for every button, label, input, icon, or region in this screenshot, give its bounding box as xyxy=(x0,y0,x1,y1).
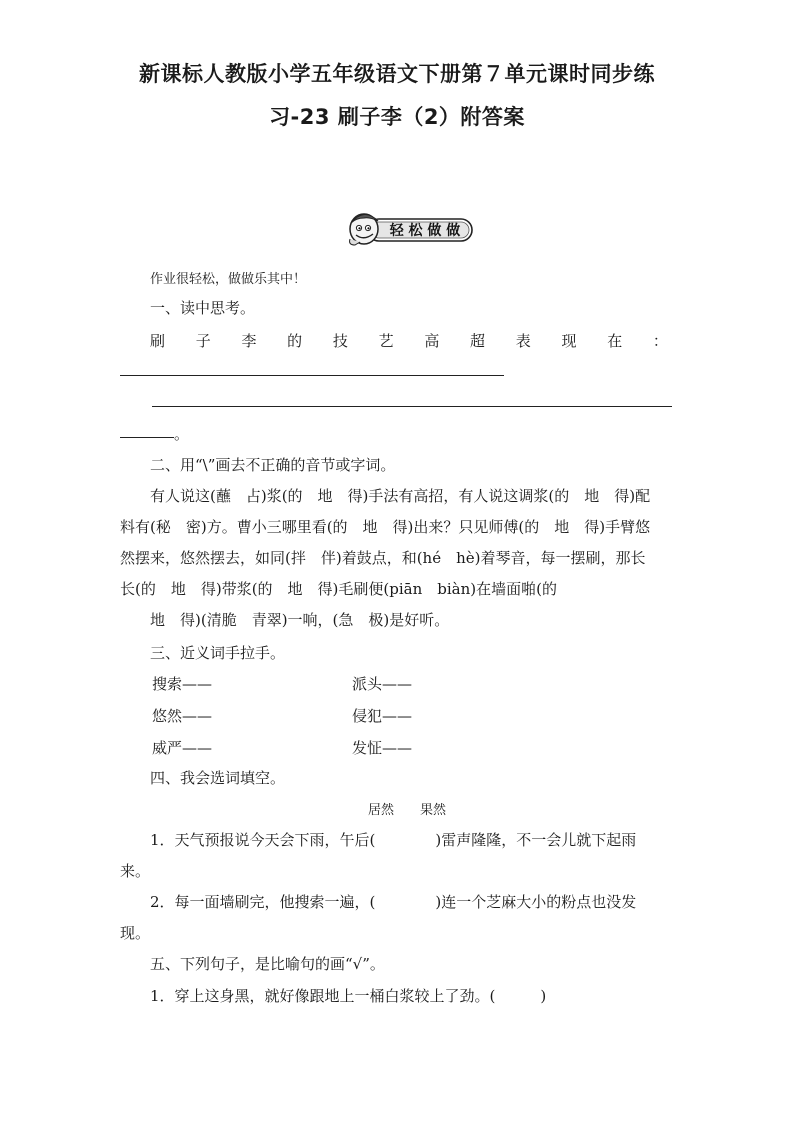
title-line-2: 习-23 刷子李（2）附答案 xyxy=(269,105,525,129)
synonym-left-3: 威严—— xyxy=(152,739,213,757)
q-char: 超 xyxy=(470,332,486,350)
section-2-line-1: 有人说这(蘸 占)浆(的 地 得)手法有高招，有人说这调浆(的 地 得)配 xyxy=(150,487,651,505)
section-1-question xyxy=(150,330,668,351)
synonym-right-1: 派头—— xyxy=(352,675,413,693)
q-char: 的 xyxy=(287,332,303,350)
q-char: 在 xyxy=(607,332,623,350)
q-char: 子 xyxy=(195,332,211,350)
section-2-line-4: 长(的 地 得)带浆(的 地 得)毛刷便(piān biàn)在墙面啪(的 xyxy=(120,580,557,598)
section-2-line-3: 然摆来，悠然摆去，如同(拌 伴)着鼓点，和(hé hè)着琴音，每一摆刷，那长 xyxy=(120,549,646,567)
q-char: 艺 xyxy=(378,332,394,350)
section-2-heading: 二、用“\”画去不正确的音节或字词。 xyxy=(150,456,396,474)
synonym-right-2: 侵犯—— xyxy=(352,707,413,725)
answer-blank-line-1[interactable] xyxy=(120,375,504,376)
fill-question-2: 2．每一面墙刷完，他搜索一遍，( )连一个芝麻大小的粉点也没发 xyxy=(150,893,637,911)
intro-text: 作业很轻松，做做乐其中！ xyxy=(150,272,307,287)
synonym-right-3: 发怔—— xyxy=(352,739,413,757)
synonym-left-1: 搜索—— xyxy=(152,675,213,693)
easy-practice-badge xyxy=(346,209,476,247)
q-char: 技 xyxy=(332,332,348,350)
section-5-heading: 五、下列句子，是比喻句的画“√”。 xyxy=(150,955,385,973)
q-char: 表 xyxy=(515,332,531,350)
q-char: 李 xyxy=(241,332,257,350)
q-char: 现 xyxy=(561,332,577,350)
q-char: 高 xyxy=(424,332,440,350)
fill-question-2-cont: 现。 xyxy=(120,924,151,942)
badge-label: 轻 松 做 做 xyxy=(389,223,461,239)
fill-question-1-cont: 来。 xyxy=(120,862,151,880)
answer-blank-line-2[interactable] xyxy=(152,406,672,407)
fill-question-1: 1．天气预报说今天会下雨，午后( )雷声隆隆，不一会儿就下起雨 xyxy=(150,831,637,849)
title-line-1: 新课标人教版小学五年级语文下册第７单元课时同步练 xyxy=(139,62,655,86)
word-choices: 居然 果然 xyxy=(368,803,447,818)
section-2-line-5: 地 得)(清脆 青翠)一响，(急 极)是好听。 xyxy=(150,611,450,629)
section-4-heading: 四、我会选词填空。 xyxy=(150,769,286,787)
metaphor-question-1: 1．穿上这身黑，就好像跟地上一桶白浆较上了劲。( ) xyxy=(150,987,547,1005)
end-period: 。 xyxy=(174,425,190,443)
section-1-heading: 一、读中思考。 xyxy=(150,299,256,317)
section-3-heading: 三、近义词手拉手。 xyxy=(150,644,286,662)
synonym-left-2: 悠然—— xyxy=(152,707,213,725)
q-char: ： xyxy=(652,332,668,350)
answer-blank-line-3[interactable] xyxy=(120,437,174,438)
section-2-line-2: 料有(秘 密)方。曹小三哪里看(的 地 得)出来？只见师傅(的 地 得)手臂悠 xyxy=(120,518,651,536)
q-char: 刷 xyxy=(150,332,166,350)
